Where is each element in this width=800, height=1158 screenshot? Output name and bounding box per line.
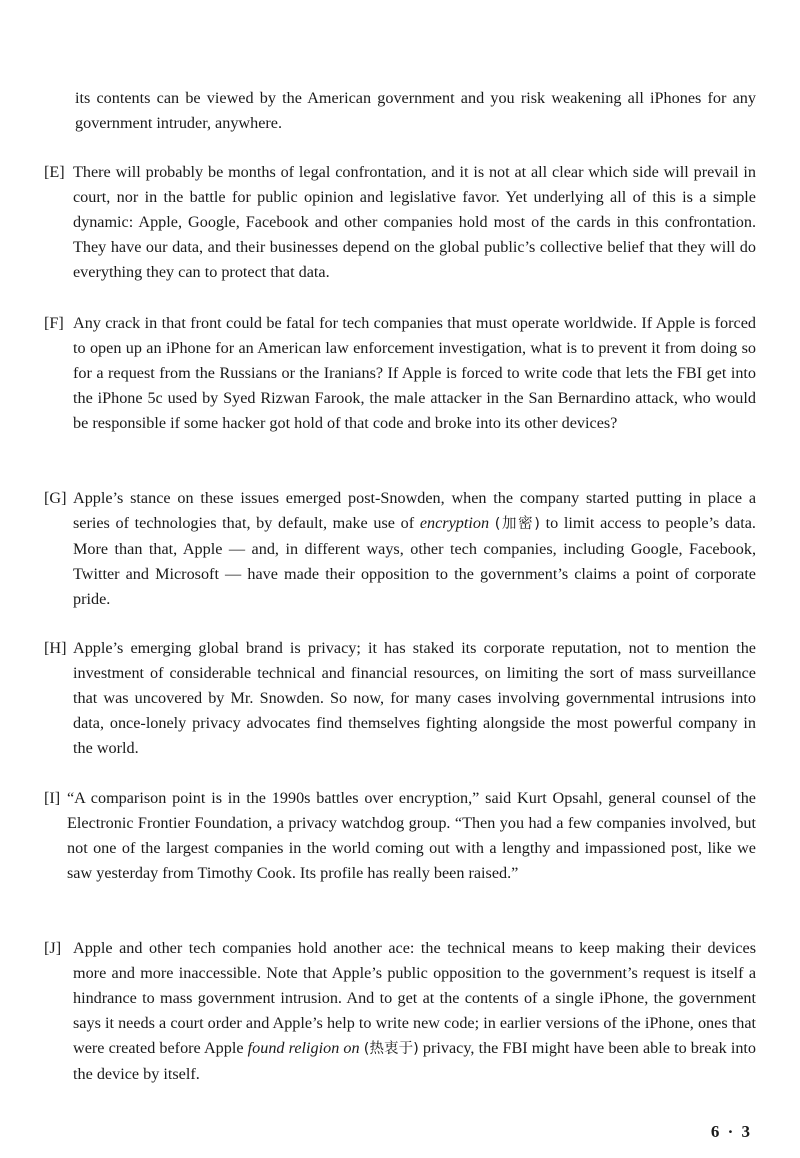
paragraph-label: [E]: [44, 163, 65, 181]
paragraph-label: [H]: [44, 639, 67, 657]
text-segment: privacy, the FBI might have been able to break into the device by itself.: [73, 1039, 757, 1083]
paragraph-label: [J]: [44, 939, 62, 957]
paragraph-label: [I]: [44, 789, 61, 807]
paragraph-i: [44, 786, 756, 886]
paragraph-label: [F]: [44, 314, 64, 332]
paragraph-j: [44, 936, 756, 1087]
page-number: 6 · 3: [710, 1122, 752, 1141]
paragraph-text: Any crack in that front could be fatal for tech companies that must operate worldwide. If Apple is forced to open up an iPhone for an American law enforcement investigation, what is to prevent it from doing so for a request from the Russians or the Iranians? If Apple is forced to write code that lets the FBI get into the iPhone 5c used by Syed Rizwan Farook, the male attacker in the San Bernardino attack, who would be responsible if some hacker got hold of that code and broke into its other devices?: [73, 314, 756, 432]
text-segment: Apple’s stance on these issues emerged post-Snowden, when the company started putting in place a series of technologies that, by default, make use of: [73, 489, 756, 532]
text-segment: Apple and other tech companies hold another ace: the technical means to keep making their devices more and more inaccessible. Note that Apple’s public opposition to the government’s request is itself a hindrance to mass government intrusion. And to get at the contents of a single iPhone, the government says it needs a court order and Apple’s help to write new code; in earlier versions of the iPhone, ones that were created before Apple: [73, 939, 756, 1057]
paragraph-text: “A comparison point is in the 1990s battles over encryption,” said Kurt Opsahl, general counsel of the Electronic Frontier Foundation, a privacy watchdog group. “Then you had a few companies involved, but not one of the largest companies in the world coming out with a lengthy and impassioned post, like we saw yesterday from Timothy Cook. Its profile has really been raised.”: [67, 789, 756, 882]
glossed-term: encryption: [419, 514, 490, 532]
paragraph-text: [44, 936, 756, 1087]
chinese-gloss: (加密): [494, 516, 540, 532]
paragraph-text: [44, 486, 756, 612]
continuation-paragraph: [75, 86, 756, 136]
chinese-gloss: (热衷于): [363, 1041, 419, 1057]
paragraph-e: [44, 160, 756, 285]
paragraph-text: its contents can be viewed by the American government and you risk weakening all iPhones for any government intruder, anywhere.: [75, 89, 756, 132]
paragraph-h: [44, 636, 756, 761]
paragraph-text: Apple’s emerging global brand is privacy; it has staked its corporate reputation, not to mention the investment of considerable technical and financial resources, on limiting the sort of mass surveillance that was uncovered by Mr. Snowden. So now, for many cases involving governmental intrusions into data, once-lonely privacy advocates find themselves fighting alongside the most powerful company in the world.: [73, 639, 756, 757]
glossed-term: found religion on: [247, 1039, 360, 1057]
paragraph-f: [44, 311, 756, 436]
text-segment: to limit access to people’s data. More than that, Apple — and, in different ways, other tech companies, including Google, Facebook, Twitter and Microsoft — have made their opposition to the government’s claims a point of corporate pride.: [73, 514, 756, 608]
paragraph-label: [G]: [44, 489, 67, 507]
paragraph-text: There will probably be months of legal confrontation, and it is not at all clear which side will prevail in court, nor in the battle for public opinion and legislative favor. Yet underlying all of this is a simple dynamic: Apple, Google, Facebook and other companies hold most of the cards in this confrontation. They have our data, and their businesses depend on the global public’s collective belief that they will do everything they can to protect that data.: [73, 163, 756, 281]
paragraph-g: [44, 486, 756, 612]
